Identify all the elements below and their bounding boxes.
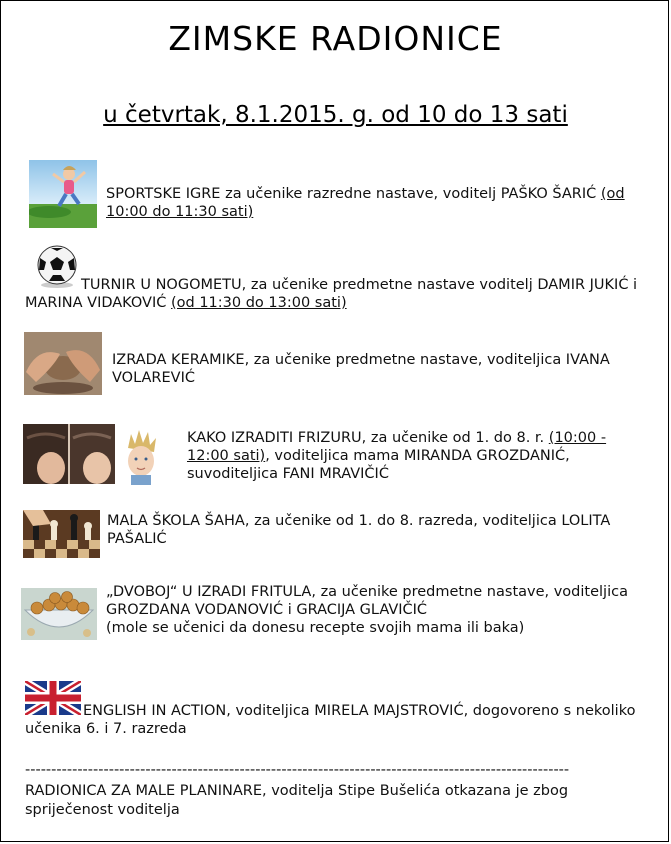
workshop-football-text: TURNIR U NOGOMETU, za učenike predmetne nastave voditelj DAMIR JUKIĆ i MARINA VIDAKOVIĆ <box>25 277 638 311</box>
workshop-sports-time: (od 10:00 do 11:30 sati) <box>106 186 625 220</box>
workshop-fritule <box>106 583 651 637</box>
hairstyle-photo <box>23 424 115 484</box>
workshop-chess <box>107 512 637 548</box>
workshop-football <box>25 276 645 312</box>
workshop-fritule-note: (mole se učenici da donesu recepte svojih mama ili baka) <box>106 620 525 636</box>
dashed-divider: -------------------------------------------------------------------------------------------------------- <box>25 763 570 777</box>
page-title: ZIMSKE RADIONICE <box>168 19 503 58</box>
workshop-fritule-text: „DVOBOJ“ U IZRADI FRITULA, za učenike predmetne nastave, voditeljica GROZDANA VODANOVIĆ i GRACIJA GLAVIČIĆ <box>106 584 628 618</box>
workshop-hairstyle <box>187 429 627 483</box>
workshop-hairstyle-text: KAKO IZRADITI FRIZURU, za učenike od 1. do 8. r. <box>187 430 549 446</box>
workshop-ceramics <box>112 351 642 387</box>
workshop-sports <box>106 185 646 221</box>
date-line: u četvrtak, 8.1.2015. g. od 10 do 13 sati <box>103 102 568 128</box>
cancelled-notice: RADIONICA ZA MALE PLANINARE, voditelja Stipe Bušelića otkazana je zbog spriječenost voditelja <box>25 783 569 818</box>
workshop-sports-text: SPORTSKE IGRE za učenike razredne nastave, voditelj PAŠKO ŠARIĆ <box>106 186 601 202</box>
pottery-hands-photo <box>24 332 102 395</box>
workshop-football-time: (od 11:30 do 13:00 sati) <box>170 295 347 311</box>
workshop-english <box>25 702 645 738</box>
workshop-ceramics-text: IZRADA KERAMIKE, za učenike predmetne nastave, voditeljica IVANA VOLAREVIĆ <box>112 352 610 386</box>
jumping-girl-photo <box>29 160 97 228</box>
fritule-bowl-photo <box>21 588 97 640</box>
chess-photo <box>23 510 100 558</box>
workshop-hairstyle-time: (10:00 - 12:00 sati) <box>187 430 607 464</box>
spiky-hair-boy-photo <box>122 428 160 485</box>
workshop-chess-text: MALA ŠKOLA ŠAHA, za učenike od 1. do 8. razreda, voditeljica LOLITA PAŠALIĆ <box>107 513 611 547</box>
workshop-english-text: ENGLISH IN ACTION, voditeljica MIRELA MAJSTROVIĆ, dogovoreno s nekoliko učenika 6. i 7. razreda <box>25 703 636 737</box>
workshop-hairstyle-text-after: , voditeljica mama MIRANDA GROZDANIĆ, suvoditeljica FANI MRAVIČIĆ <box>187 448 570 482</box>
